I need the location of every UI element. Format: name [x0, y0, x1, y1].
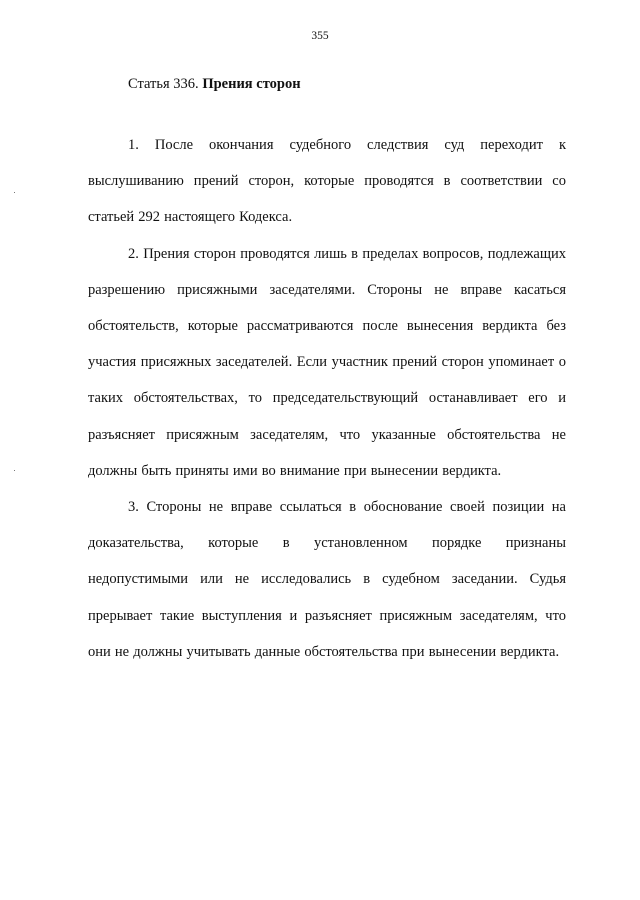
scan-margin-dot — [14, 192, 15, 193]
paragraph-3: 3. Стороны не вправе ссылаться в обоснование своей позиции на доказательства, которые в установленном порядке признаны недопустимыми или не исследовались в судебном заседании. Судья прерывает такие выступления и разъясняет присяжным заседателям, что они не должны учитывать данные обстоятельства при вынесении вердикта. — [88, 499, 566, 660]
article-heading — [128, 76, 301, 93]
article-label: Статья 336. — [128, 76, 199, 92]
article-title: Прения сторон — [202, 76, 301, 92]
paragraph-1: 1. После окончания судебного следствия суд переходит к выслушиванию прений сторон, которые проводятся в соответствии со статьей 292 настоящего Кодекса. — [88, 137, 566, 226]
page-number: 355 — [311, 30, 329, 42]
article-body — [88, 127, 566, 670]
paragraph-2: 2. Прения сторон проводятся лишь в пределах вопросов, подлежащих разрешению присяжными заседателями. Стороны не вправе касаться обстоятельств, которые рассматриваются после вынесения вердикта без участия присяжных заседателей. Если участник прений сторон упоминает о таких обстоятельствах, то председательствующий останавливает его и разъясняет присяжным заседателям, что указанные обстоятельства не должны быть приняты ими во внимание при вынесении вердикта. — [88, 245, 566, 479]
scan-margin-dot — [14, 470, 15, 471]
